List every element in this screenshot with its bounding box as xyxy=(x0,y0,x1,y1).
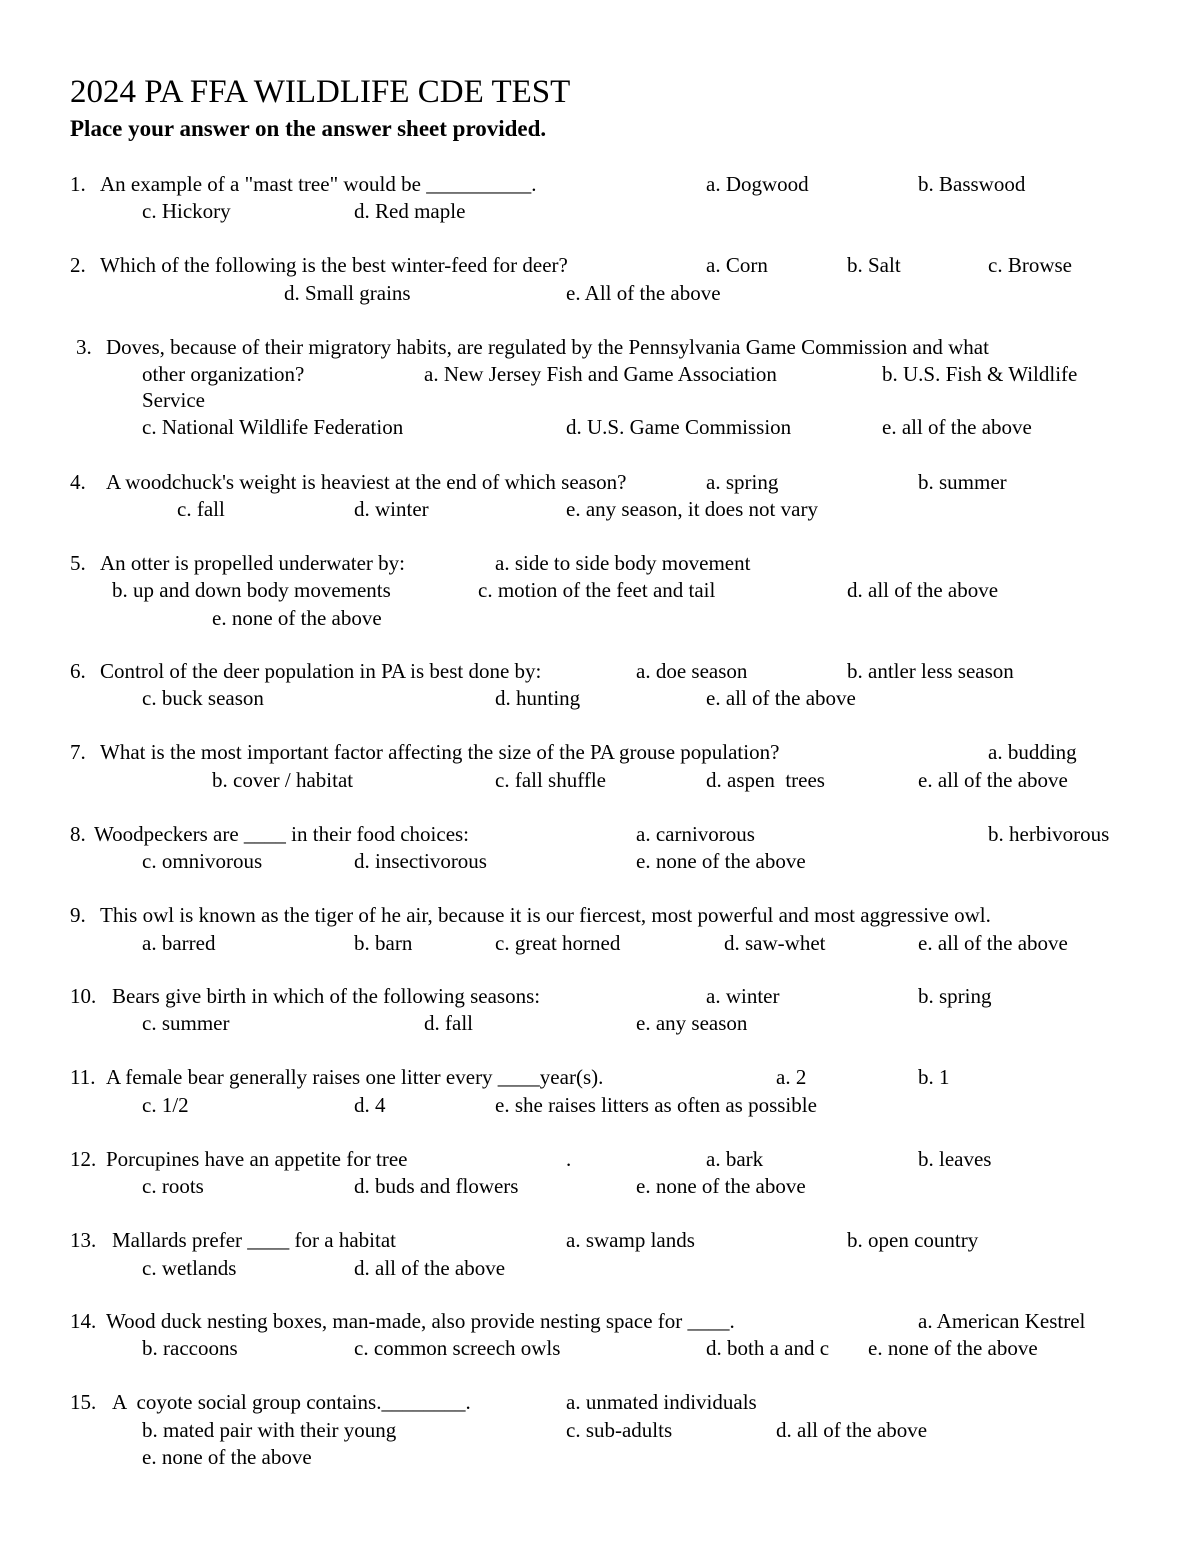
option-b-continued: Service xyxy=(142,388,205,412)
option-b: b. spring xyxy=(918,984,992,1008)
option-e: e. none of the above xyxy=(212,606,382,630)
question-number: 6. xyxy=(70,659,86,683)
question-number: 2. xyxy=(70,253,86,277)
option-b: b. Basswood xyxy=(918,172,1026,196)
option-d: d. all of the above xyxy=(354,1256,506,1280)
option-d: d. hunting xyxy=(495,686,581,710)
option-b: b. antler less season xyxy=(847,659,1014,683)
option-a: a. swamp lands xyxy=(566,1228,695,1252)
question-text: An otter is propelled underwater by: xyxy=(100,551,405,575)
question-number: 15. xyxy=(70,1390,97,1414)
option-c: c. fall xyxy=(177,497,225,521)
option-b: b. raccoons xyxy=(142,1336,238,1360)
option-c: c. roots xyxy=(142,1174,204,1198)
option-a: a. unmated individuals xyxy=(566,1390,757,1414)
option-d: d. Red maple xyxy=(354,199,466,223)
question-number: 12. xyxy=(70,1147,97,1171)
option-d: d. U.S. Game Commission xyxy=(566,415,792,439)
question-text: Bears give birth in which of the following seasons: xyxy=(112,984,541,1008)
option-b: b. leaves xyxy=(918,1147,992,1171)
option-c: c. Browse xyxy=(988,253,1072,277)
question-number: 11. xyxy=(70,1065,96,1089)
option-b: b. summer xyxy=(918,470,1007,494)
question-number: 4. xyxy=(70,470,86,494)
page-subtitle: Place your answer on the answer sheet provided. xyxy=(70,116,547,141)
option-e: e. all of the above xyxy=(918,931,1068,955)
question-text: This owl is known as the tiger of he air, because it is our fiercest, most powerful and most aggressive owl. xyxy=(100,903,991,927)
option-b: b. herbivorous xyxy=(988,822,1110,846)
option-e: e. she raises litters as often as possible xyxy=(495,1093,817,1117)
option-b: b. open country xyxy=(847,1228,979,1252)
option-a: a. carnivorous xyxy=(636,822,755,846)
question-text: A woodchuck's weight is heaviest at the end of which season? xyxy=(106,470,627,494)
question-number: 13. xyxy=(70,1228,97,1252)
option-a: a. Dogwood xyxy=(706,172,809,196)
option-c: c. National Wildlife Federation xyxy=(142,415,404,439)
option-c: c. great horned xyxy=(495,931,621,955)
option-e: e. all of the above xyxy=(882,415,1032,439)
option-e: e. none of the above xyxy=(868,1336,1038,1360)
option-c: c. fall shuffle xyxy=(495,768,606,792)
option-a: a. barred xyxy=(142,931,216,955)
question-text: Which of the following is the best winter-feed for deer? xyxy=(100,253,568,277)
option-e: e. none of the above xyxy=(636,849,806,873)
option-b: b. up and down body movements xyxy=(112,578,391,602)
question-number: 7. xyxy=(70,740,86,764)
option-d: d. Small grains xyxy=(284,281,411,305)
option-a: a. 2 xyxy=(776,1065,807,1089)
option-a: a. bark xyxy=(706,1147,764,1171)
option-e: e. any season, it does not vary xyxy=(566,497,818,521)
option-d: d. aspen trees xyxy=(706,768,825,792)
option-a: a. American Kestrel xyxy=(918,1309,1086,1333)
question-text: A female bear generally raises one litter every ____year(s). xyxy=(106,1065,604,1089)
question-text: What is the most important factor affecting the size of the PA grouse population? xyxy=(100,740,780,764)
option-b: b. U.S. Fish & Wildlife xyxy=(882,362,1078,386)
option-d: d. fall xyxy=(424,1011,473,1035)
question-number: 3. xyxy=(76,335,92,359)
option-a: a. Corn xyxy=(706,253,768,277)
question-number: 1. xyxy=(70,172,86,196)
question-number: 8. xyxy=(70,822,86,846)
option-b: b. barn xyxy=(354,931,413,955)
question-text: Mallards prefer ____ for a habitat xyxy=(112,1228,396,1252)
option-d: d. insectivorous xyxy=(354,849,487,873)
option-a: a. spring xyxy=(706,470,779,494)
question-text-continued: other organization? xyxy=(142,362,305,386)
option-e: e. none of the above xyxy=(142,1445,312,1469)
blank-mark: . xyxy=(566,1147,572,1171)
option-e: e. none of the above xyxy=(636,1174,806,1198)
question-text: Wood duck nesting boxes, man-made, also provide nesting space for ____. xyxy=(106,1309,735,1333)
option-c: c. sub-adults xyxy=(566,1418,673,1442)
question-number: 14. xyxy=(70,1309,97,1333)
option-e: e. All of the above xyxy=(566,281,721,305)
option-b: b. mated pair with their young xyxy=(142,1418,397,1442)
option-a: a. budding xyxy=(988,740,1077,764)
option-c: c. Hickory xyxy=(142,199,231,223)
option-d: d. buds and flowers xyxy=(354,1174,519,1198)
option-d: d. all of the above xyxy=(847,578,999,602)
option-d: d. all of the above xyxy=(776,1418,928,1442)
option-c: c. motion of the feet and tail xyxy=(478,578,716,602)
option-d: d. 4 xyxy=(354,1093,386,1117)
option-a: a. doe season xyxy=(636,659,748,683)
option-a: a. side to side body movement xyxy=(495,551,751,575)
option-e: e. any season xyxy=(636,1011,748,1035)
option-d: d. both a and c xyxy=(706,1336,830,1360)
option-d: d. winter xyxy=(354,497,429,521)
option-b: b. 1 xyxy=(918,1065,950,1089)
question-number: 10. xyxy=(70,984,97,1008)
question-text: Woodpeckers are ____ in their food choices: xyxy=(94,822,470,846)
option-b: b. Salt xyxy=(847,253,901,277)
option-e: e. all of the above xyxy=(706,686,856,710)
question-text: Control of the deer population in PA is best done by: xyxy=(100,659,542,683)
question-number: 9. xyxy=(70,903,86,927)
option-a: a. winter xyxy=(706,984,780,1008)
page-title: 2024 PA FFA WILDLIFE CDE TEST xyxy=(70,74,571,110)
option-c: c. wetlands xyxy=(142,1256,237,1280)
option-c: c. summer xyxy=(142,1011,230,1035)
option-e: e. all of the above xyxy=(918,768,1068,792)
option-b: b. cover / habitat xyxy=(212,768,354,792)
option-a: a. New Jersey Fish and Game Association xyxy=(424,362,777,386)
question-number: 5. xyxy=(70,551,86,575)
question-text: Porcupines have an appetite for tree xyxy=(106,1147,408,1171)
question-text: Doves, because of their migratory habits, are regulated by the Pennsylvania Game Commission and what xyxy=(106,335,989,359)
question-text: An example of a "mast tree" would be __________. xyxy=(100,172,537,196)
option-c: c. buck season xyxy=(142,686,264,710)
option-c: c. 1/2 xyxy=(142,1093,189,1117)
question-text: A coyote social group contains.________. xyxy=(112,1390,471,1414)
option-c: c. common screech owls xyxy=(354,1336,561,1360)
option-d: d. saw-whet xyxy=(724,931,826,955)
option-c: c. omnivorous xyxy=(142,849,263,873)
